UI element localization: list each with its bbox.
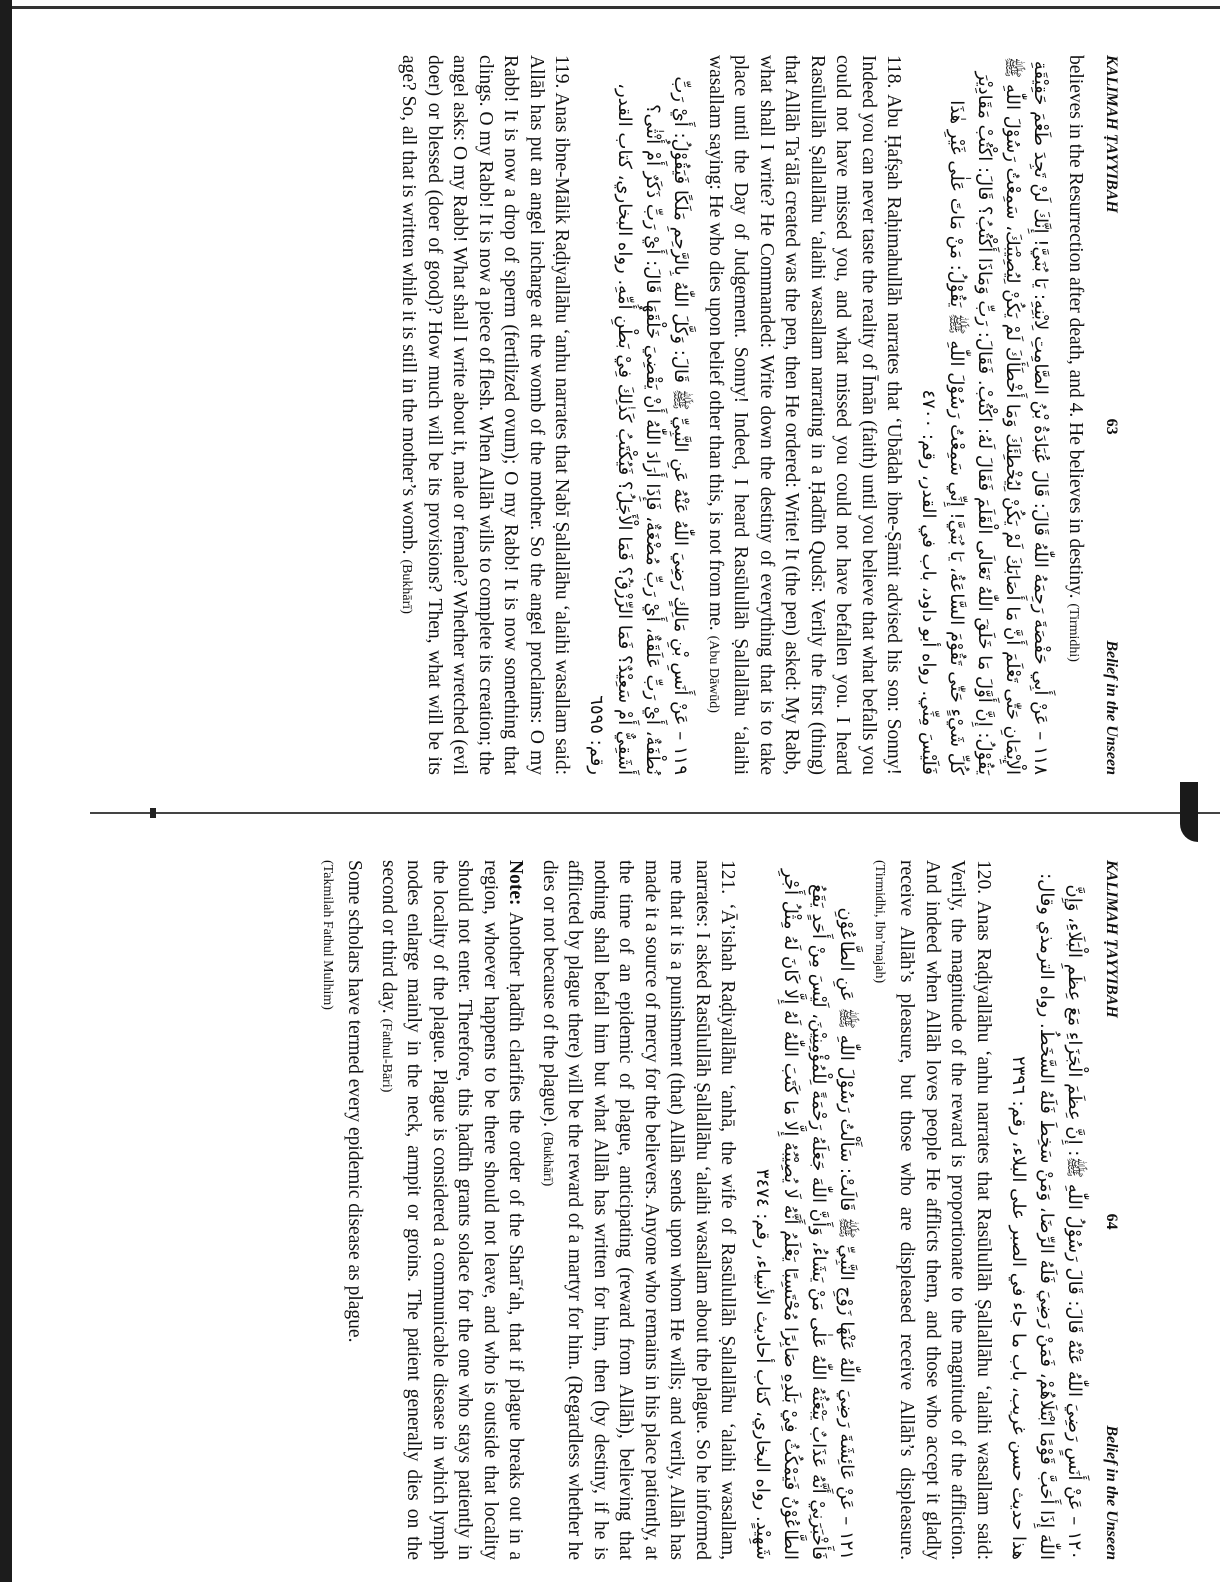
hadith-120-source: (Tirmidhi, Ibn’majah) [872, 860, 887, 984]
note-text: Another ḥadīth clarifies the order of the Sharī‘ah, that if plague breaks out in a region, whoever happens to be there should not leave, and who is outside that locality should not enter. Therefore, this ḥadīth grants solace for the one who stays patiently in the locality of the plague. Plague is considered a communicable disease in which lymph nodes enlarge mainly in the neck, armpit or groins. The patient generally dies on the second or third day. [378, 860, 527, 1560]
chapter-title: Belief in the Unseen [1103, 1425, 1120, 1560]
intro-text: believes in the Resurrection after death, and 4. He believes in destiny. [1065, 55, 1086, 599]
scan-dark-edge [0, 0, 12, 1582]
hadith-118 [701, 55, 907, 775]
note-paragraph [374, 860, 529, 1560]
arabic-hadith-119: ١١٩ – عَنْ أَنَسِ بْنِ مَالِكٍ رَضِيَ اللّٰهُ عَنْهُ عَنِ النَّبِيِّ ﷺ قَالَ: وَكَّلَ اللّٰهُ بِالرَّحِمِ مَلَكًا فَيَقُوْلُ: أَيْ رَبِّ نُطْفَةٌ، أَيْ رَبِّ عَلَقَةٌ، أَيْ رَبِّ مُضْغَةٌ، فَإِذَا أَرَادَ اللّٰهُ أَنْ يَقْضِيَ خَلْقَهَا قَالَ: أَيْ رَبِّ ذَكَرٌ أَمْ أُنْثٰى؟ أَشَقِيٌّ أَمْ سَعِيْدٌ؟ فَمَا الرِّزْقُ؟ فَمَا الْأَجَلُ؟ فَيُكْتَبُ كَذٰلِكَ فِيْ بَطْنِ أُمِّهِ. رواه البخاري، كتاب القدر، رقم: ٦٥٩٥ [586, 76, 692, 775]
scan-speck [150, 808, 156, 818]
scan-top-rule [12, 6, 1220, 9]
chapter-title: Belief in the Unseen [1103, 640, 1120, 775]
page-64 [100, 860, 1120, 1560]
book-title: KALIMAH ṬAYYIBAH [1103, 55, 1120, 213]
binding-mark [1180, 782, 1198, 842]
running-head [1102, 55, 1120, 775]
arabic-hadith-118: ١١٨ – عَنْ أَبِي حَفْصَةَ رَحِمَهُ اللّٰهُ قَالَ: قَالَ عُبَادَةُ بْنُ الصَّامِتِ لِابْنِهِ: يَا بُنَيَّ! إِنَّكَ لَنْ تَجِدَ طَعْمَ حَقِيْقَةِ الْإِيْمَانِ حَتّٰى تَعْلَمَ أَنَّ مَا أَصَابَكَ لَمْ يَكُنْ لِيُخْطِئَكَ وَمَا أَخْطَأَكَ لَمْ يَكُنْ لِيُصِيْبَكَ، سَمِعْتُ رَسُوْلَ اللّٰهِ ﷺ يَقُوْلُ: إِنَّ أَوَّلَ مَا خَلَقَ اللّٰهُ تَعَالَى الْقَلَمَ فَقَالَ لَهُ: اكْتُبْ. فَقَالَ: رَبِّ وَمَاذَا أَكْتُبُ؟ قَالَ: اكْتُبْ مَقَادِيْرَ كُلِّ شَيْءٍ حَتّٰى تَقُوْمَ السَّاعَةُ، يَا بُنَيَّ! إِنِّي سَمِعْتُ رَسُوْلَ اللّٰهِ ﷺ يَقُوْلُ: مَنْ مَاتَ عَلٰى غَيْرِ هٰذَا فَلَيْسَ مِنِّي. رواه أبو داود، باب في القدر، رقم: ٤٧٠٠ [918, 56, 1052, 775]
intro-paragraph [1061, 55, 1089, 775]
hadith-118-source: (Abu Dāwūd) [706, 635, 721, 713]
hadith-119-text: 119. Anas ibne-Mālik Raḍiyallāhu ‘anhu narrates that Nabī Ṣallallāhu ‘alaihi wasallam said: Allāh has put an angel incharge at the womb of the mother. So the angel proclaims: O my Rabb! It is now a drop of sperm (fertilized ovum); O my Rabb! It is now something that clings. O my Rabb! It is now a piece of flesh. When Allāh wills to complete its creation; the angel asks: O my Rabb! What shall I write about it, male or female? Whether wretched (evil doer) or blessed (doer of good)? How much will be its provisions? Then, what will be its age? So, all that is written while it is still in the mother’s womb. [398, 55, 573, 775]
hadith-120 [867, 860, 997, 1560]
arabic-hadith-121: ١٢١ – عَنْ عَائِشَةَ رَضِيَ اللّٰهُ عَنْهَا زَوْجِ النَّبِيِّ ﷺ قَالَتْ: سَأَلْتُ رَسُوْلَ اللّٰهِ ﷺ عَنِ الطَّاعُوْنِ فَأَخْبَرَنِيْ أَنَّهُ عَذَابٌ يَبْعَثُهُ اللّٰهُ عَلٰى مَنْ يَشَاءُ، وَأَنَّ اللّٰهَ جَعَلَهُ رَحْمَةً لِلْمُؤْمِنِيْنَ، لَيْسَ مِنْ أَحَدٍ يَقَعُ الطَّاعُوْنُ فَيَمْكُثُ فِيْ بَلَدِهِ صَابِرًا مُحْتَسِبًا يَعْلَمُ أَنَّهُ لَا يُصِيْبُهُ إِلَّا مَا كَتَبَ اللّٰهُ لَهُ إِلَّا كَانَ لَهُ مِثْلُ أَجْرِ شَهِيْدٍ. رواه البخاري، كتاب أحاديث الأنبياء، رقم: ٣٤٧٤ [752, 868, 858, 1560]
hadith-120-text: 120. Anas Raḍiyallāhu ‘anhu narrates that Rasūlullāh Ṣallallāhu ‘alaihi wasallam said: Verily, the magnitude of the reward is proportionate to the magnitude of the affliction. And indeed when Allāh loves people He afflicts them, and those who accept it gladly receive Allāh’s pleasure, but those who are displeased receive Allāh’s displeasure. [896, 860, 994, 1560]
closing-text: Some scholars have termed every epidemic disease as plague. [344, 860, 366, 1343]
closing-paragraph [315, 860, 368, 1560]
arabic-hadith-120: ١٢٠ – عَنْ أَنَسٍ رَضِيَ اللّٰهُ عَنْهُ قَالَ: قَالَ رَسُوْلُ اللّٰهِ ﷺ: إِنَّ عِظَمَ الْجَزَاءِ مَعَ عِظَمِ الْبَلَاءِ، وَإِنَّ اللّٰهَ إِذَا أَحَبَّ قَوْمًا ابْتَلَاهُمْ، فَمَنْ رَضِيَ فَلَهُ الرِّضَا، وَمَنْ سَخِطَ فَلَهُ السَّخَطُ. رواه الترمذي وقال: هذا حديث حسن غريب، باب ما جاء في الصبر على البلاء، رقم: ٢٣٩٦ [1008, 873, 1085, 1560]
hadith-121-text: 121. ‘Ā’ishah Raḍiyallāhu ‘anhā, the wife of Rasūlullāh Ṣallallāhu ‘alaihi wasallam, narrates: I asked Rasūlullāh Ṣallallāhu ‘alaihi wasallam about the plague. So he informed me that it is a punishment (that) Allāh sends upon whom He wills; and verily, Allāh has made it a source of mercy for the believers. Anyone who remains in his place patiently, at the time of an epidemic of plague, anticipating (reward from Allāh), believing that nothing shall befall him but what Allāh has written for him, then (by destiny, if he is afflicted by plague there) will be the reward of a martyr for him. (Regardless whether he dies or not because of the plague). [539, 860, 739, 1560]
book-title: KALIMAH ṬAYYIBAH [1103, 860, 1120, 1018]
closing-source: (Takmilah Fathul Mulhim) [320, 860, 335, 1010]
note-label: Note: [505, 860, 527, 906]
hadith-119-source: (Bukhārī) [399, 559, 415, 614]
page-fold-line [90, 812, 1220, 814]
running-head [1102, 860, 1120, 1560]
page-number: 63 [1103, 418, 1120, 435]
hadith-121-source: (Bukhārī) [540, 1131, 555, 1187]
page-63 [100, 55, 1120, 775]
hadith-121 [535, 860, 741, 1560]
note-source: (Fathul-Bāri) [379, 1018, 394, 1093]
hadith-118-text: 118. Abu Ḥafṣah Raḥimahullāh narrates that ‘Ubādah ibne-Ṣāmit advised his son: Sonny! Indeed you can never taste the reality of Īmān (faith) until you believe that what befalls you could not have missed you, and what missed you could not have befallen you. I heard Rasūlullāh Ṣallallāhu ‘alaihi wasallam narrating in a Ḥadīth Qudsī: Verily the first (thing) that Allāh Ta‘ālā created was the pen, then He ordered: Write! It (the pen) asked: My Rabb, what shall I write? He Commanded: Write down the destiny of everything that is to take place until the Day of Judgement. Sonny! Indeed, I heard Rasūlullāh Ṣallallāhu ‘alaihi wasallam saying: He who dies upon belief other than this, is not from me. [705, 55, 905, 775]
intro-source: (Tirmidhi) [1066, 603, 1081, 662]
page-number: 64 [1103, 1213, 1120, 1230]
hadith-119 [394, 55, 575, 775]
